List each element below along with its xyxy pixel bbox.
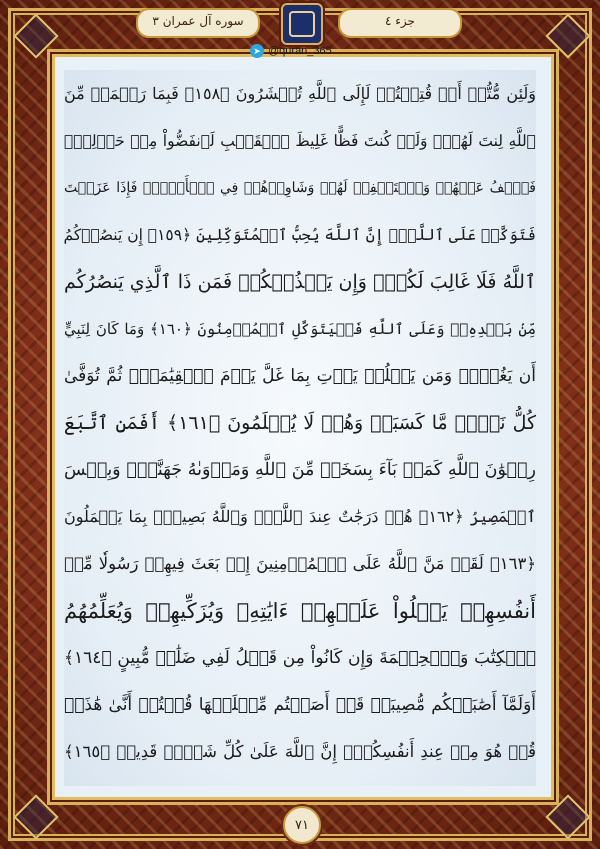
text-line: ٱللَّهُ فَلَا غَالِبَ لَكُمۡۖ وَإِن يَخۡذُلۡكُمۡ فَمَن ذَا ٱلَّذِي يَنصُرُكُم	[64, 271, 536, 293]
juz-label: جزء ٤	[338, 8, 462, 38]
text-line: ٱلۡكِتَٰبَ وَٱلۡحِكۡمَةَ وَإِن كَانُواْ مِن قَبۡلُ لَفِي ضَلَٰلٖ مُّبِينٍ ﴿١٦٤﴾	[64, 648, 536, 668]
page-number: ٧١	[283, 806, 321, 844]
text-line: أَنفُسِهِمۡ يَتۡلُواْ عَلَيۡهِمۡ ءَايَٰتِهِۦ وَيُزَكِّيهِمۡ وَيُعَلِّمُهُمُ	[64, 599, 536, 623]
text-line: ﴿١٦٣﴾ لَقَدۡ مَنَّ ٱللَّهُ عَلَى ٱلۡمُؤۡمِنِينَ إِذۡ بَعَثَ فِيهِمۡ رَسُولٗا مِّنۡ	[64, 554, 536, 573]
text-line: ٱلۡمَصِيرُ ﴿١٦٢﴾ هُمۡ دَرَجَٰتٌ عِندَ ٱللَّهِۗ وَٱللَّهُ بَصِيرُۢ بِمَا يَعۡمَلُونَ	[64, 507, 536, 526]
text-line: مِّنۢ بَعۡدِهِۦۗ وَعَلَى ٱللَّهِ فَلۡيَتَوَكَّلِ ٱلۡمُؤۡمِنُونَ ﴿١٦٠﴾ وَمَا كَانَ لِنَبِيٍّ	[64, 320, 537, 338]
telegram-icon: ➤	[250, 44, 264, 58]
text-line: فَتَوَكَّلۡ عَلَى ٱللَّهِۚ إِنَّ ٱللَّهَ يُحِبُّ ٱلۡمُتَوَكِّلِينَ ﴿١٥٩﴾ إِن يَنصُرۡكُمُ	[63, 226, 536, 244]
quran-text-block	[64, 70, 536, 786]
emblem-icon	[281, 3, 323, 45]
text-line: فَٱعۡفُ عَنۡهُمۡ وَٱسۡتَغۡفِرۡ لَهُمۡ وَشَاوِرۡهُمۡ فِي ٱلۡأَمۡرِۖ فَإِذَا عَزَمۡتَ	[64, 180, 536, 196]
text-line: رِضۡوَٰنَ ٱللَّهِ كَمَنۢ بَآءَ بِسَخَطٖ مِّنَ ٱللَّهِ وَمَأۡوَىٰهُ جَهَنَّمُۖ وَبِئۡسَ	[64, 460, 536, 480]
text-line: أَن يَغُلَّۚ وَمَن يَغۡلُلۡ يَأۡتِ بِمَا غَلَّ يَوۡمَ ٱلۡقِيَٰمَةِۚ ثُمَّ تُوَفَّىٰ	[64, 366, 536, 386]
text-line: كُلُّ نَفۡسٖ مَّا كَسَبَتۡ وَهُمۡ لَا يُظۡلَمُونَ ﴿١٦١﴾ أَفَمَنِ ٱتَّبَعَ	[64, 412, 537, 434]
text-line: أَوَلَمَّآ أَصَٰبَتۡكُم مُّصِيبَةٞ قَدۡ أَصَبۡتُم مِّثۡلَيۡهَا قُلۡتُمۡ أَنَّىٰ هَٰذَاۖ	[64, 695, 536, 715]
telegram-handle: @quran_365	[268, 45, 332, 57]
text-line: قُلۡ هُوَ مِنۡ عِندِ أَنفُسِكُمۡۗ إِنَّ ٱللَّهَ عَلَىٰ كُلِّ شَيۡءٖ قَدِيرٞ ﴿١٦٥﴾	[64, 742, 536, 761]
text-line: وَلَئِن مُّتُّمۡ أَوۡ قُتِلۡتُمۡ لَإِلَى ٱللَّهِ تُحۡشَرُونَ ﴿١٥٨﴾ فَبِمَا رَحۡمَةٖ مِّنَ	[64, 84, 536, 103]
text-line: ٱللَّهِ لِنتَ لَهُمۡۖ وَلَوۡ كُنتَ فَظًّا غَلِيظَ ٱلۡقَلۡبِ لَٱنفَضُّواْ مِنۡ حَوۡلِكَۖ	[64, 132, 536, 150]
surah-label: سوره آل عمران ٣	[136, 8, 260, 38]
telegram-link[interactable]	[250, 43, 332, 59]
